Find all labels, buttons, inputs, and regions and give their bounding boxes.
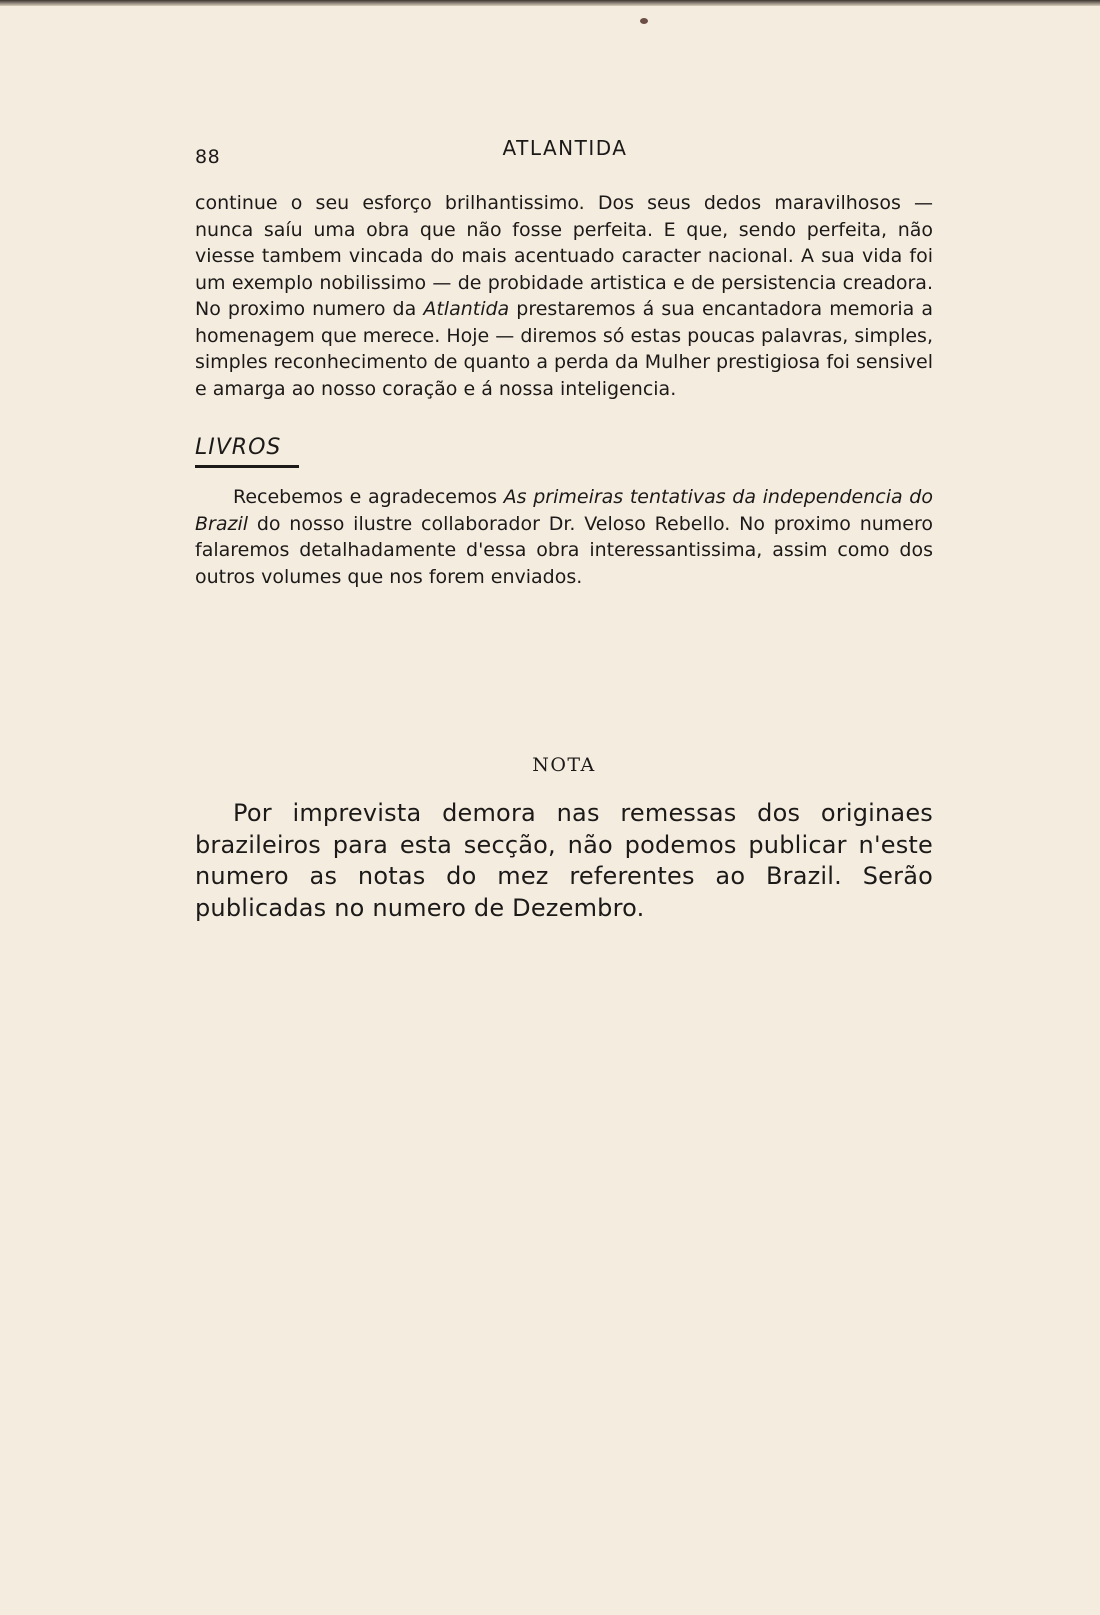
page-top-edge: [0, 0, 1100, 6]
livros-heading-rule: [195, 465, 299, 468]
ink-smudge: [640, 18, 648, 24]
page-number: 88: [195, 146, 221, 168]
livros-book-title: As primeiras tentativas da independencia do Brazil: [195, 486, 933, 535]
nota-paragraph: Por imprevista demora nas remessas dos originaes brazileiros para esta secção, não podemos publicar n'este numero as notas do mez referentes ao Brazil. Serão publicadas no numero de Dezembro.: [195, 799, 933, 922]
intro-text-2: prestaremos á sua encantadora memoria a homenagem que merece. Hoje — diremos só estas poucas palavras, simples, simples reconhecimento de quanto a perda da Mulher prestigiosa foi sensivel e amarga ao nosso coração e á nossa inteligencia.: [195, 298, 934, 400]
page-header: [195, 136, 935, 166]
intro-italic-title: Atlantida: [423, 298, 510, 320]
livros-text-2: do nosso ilustre collaborador Dr. Veloso Rebello. No proximo numero falaremos detalhadamente d'essa obra interessantissima, assim como dos outros volumes que nos forem enviados.: [195, 512, 933, 588]
livros-text-1: Recebemos e agradecemos: [233, 486, 504, 508]
running-title: ATLANTIDA: [502, 136, 628, 160]
nota-heading: NOTA: [532, 754, 596, 776]
livros-heading: LIVROS: [195, 435, 282, 460]
intro-paragraph: [195, 190, 933, 402]
livros-paragraph: [195, 484, 933, 590]
intro-text-1: continue o seu esforço brilhantissimo. Dos seus dedos maravilhosos — nunca saíu uma obra que não fosse perfeita. E que, sendo perfeita, não viesse tambem vincada do mais acentuado caracter nacional. A sua vida foi um exemplo nobilissimo — de probidade artistica e de persistencia creadora. No proximo numero da: [195, 192, 933, 320]
